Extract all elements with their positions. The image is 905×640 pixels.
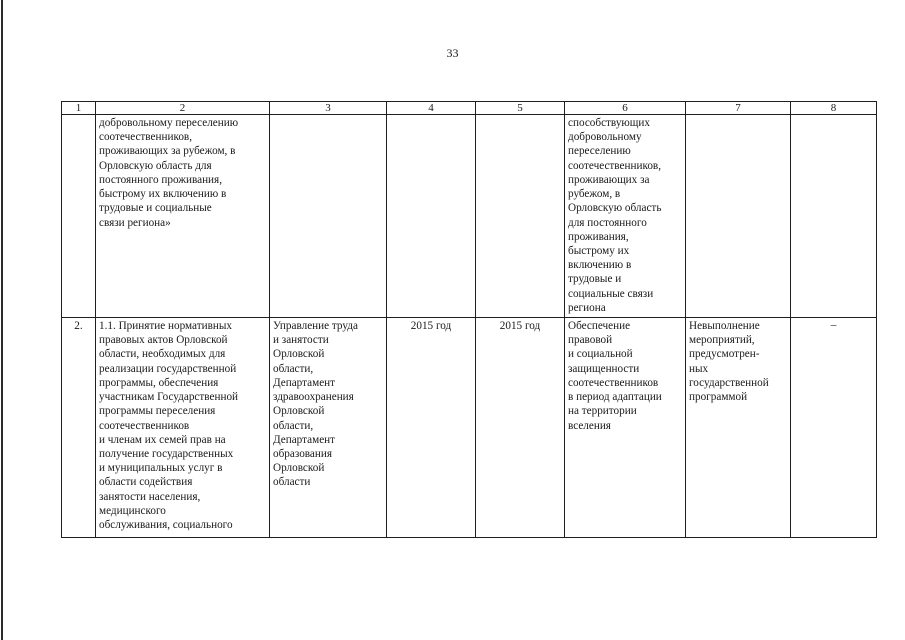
cell-activity (96, 115, 270, 318)
cell-executor (270, 115, 387, 318)
table-row-2 (62, 318, 877, 538)
cell-activity (96, 318, 270, 538)
column-header-2: 2 (96, 102, 270, 115)
column-header-3: 3 (270, 102, 387, 115)
scan-left-edge (1, 0, 3, 640)
cell-end-year (476, 115, 565, 318)
header-row (62, 102, 877, 115)
column-header-6: 6 (565, 102, 686, 115)
cell-number (62, 318, 96, 538)
cell-text: 2. (74, 320, 83, 332)
cell-text: Обеспечение правовой и социальной защищенности соотечественников в период адаптации на территории вселения (568, 320, 662, 432)
cell-text: Невыполнение мероприятий, предусмотрен- ных государственной программой (689, 320, 769, 404)
cell-text: 1.1. Принятие нормативных правовых актов Орловской области, необходимых для реализации государственной программы, обеспечения участникам Государственной программы переселения соотечественников и членам их семей прав на получение государственных и муниципальных услуг в области содействия занятости населения, медицинского обслуживания, социального (99, 320, 239, 532)
cell-text: 2015 год (499, 320, 541, 332)
cell-text: способствующих добровольному переселению соотечественников, проживающих за рубежом, в Орловскую область для постоянного проживания, быстрому их включению в трудовые и социальные связи региона (568, 117, 662, 314)
cell-text: 2015 год (410, 320, 452, 332)
table-row-continuation (62, 115, 877, 318)
column-header-4: 4 (387, 102, 476, 115)
cell-result (565, 318, 686, 538)
cell-start-year (387, 115, 476, 318)
cell-consequences (686, 318, 791, 538)
column-header-8: 8 (791, 102, 877, 115)
column-header-7: 7 (686, 102, 791, 115)
cell-link (791, 318, 877, 538)
column-header-1: 1 (62, 102, 96, 115)
cell-text: Управление труда и занятости Орловской области, Департамент здравоохранения Орловской области, Департамент образования Орловской области (273, 320, 358, 489)
cell-consequences (686, 115, 791, 318)
cell-text: – (830, 319, 837, 331)
cell-executor (270, 318, 387, 538)
cell-result (565, 115, 686, 318)
cell-link (791, 115, 877, 318)
cell-end-year (476, 318, 565, 538)
cell-start-year (387, 318, 476, 538)
cell-text: добровольному переселению соотечественников, проживающих за рубежом, в Орловскую область для постоянного проживания, быстрому их включению в трудовые и социальные связи региона» (99, 117, 239, 229)
column-header-5: 5 (476, 102, 565, 115)
cell-number (62, 115, 96, 318)
program-activities-table (61, 101, 877, 538)
page-number: 33 (446, 46, 459, 60)
